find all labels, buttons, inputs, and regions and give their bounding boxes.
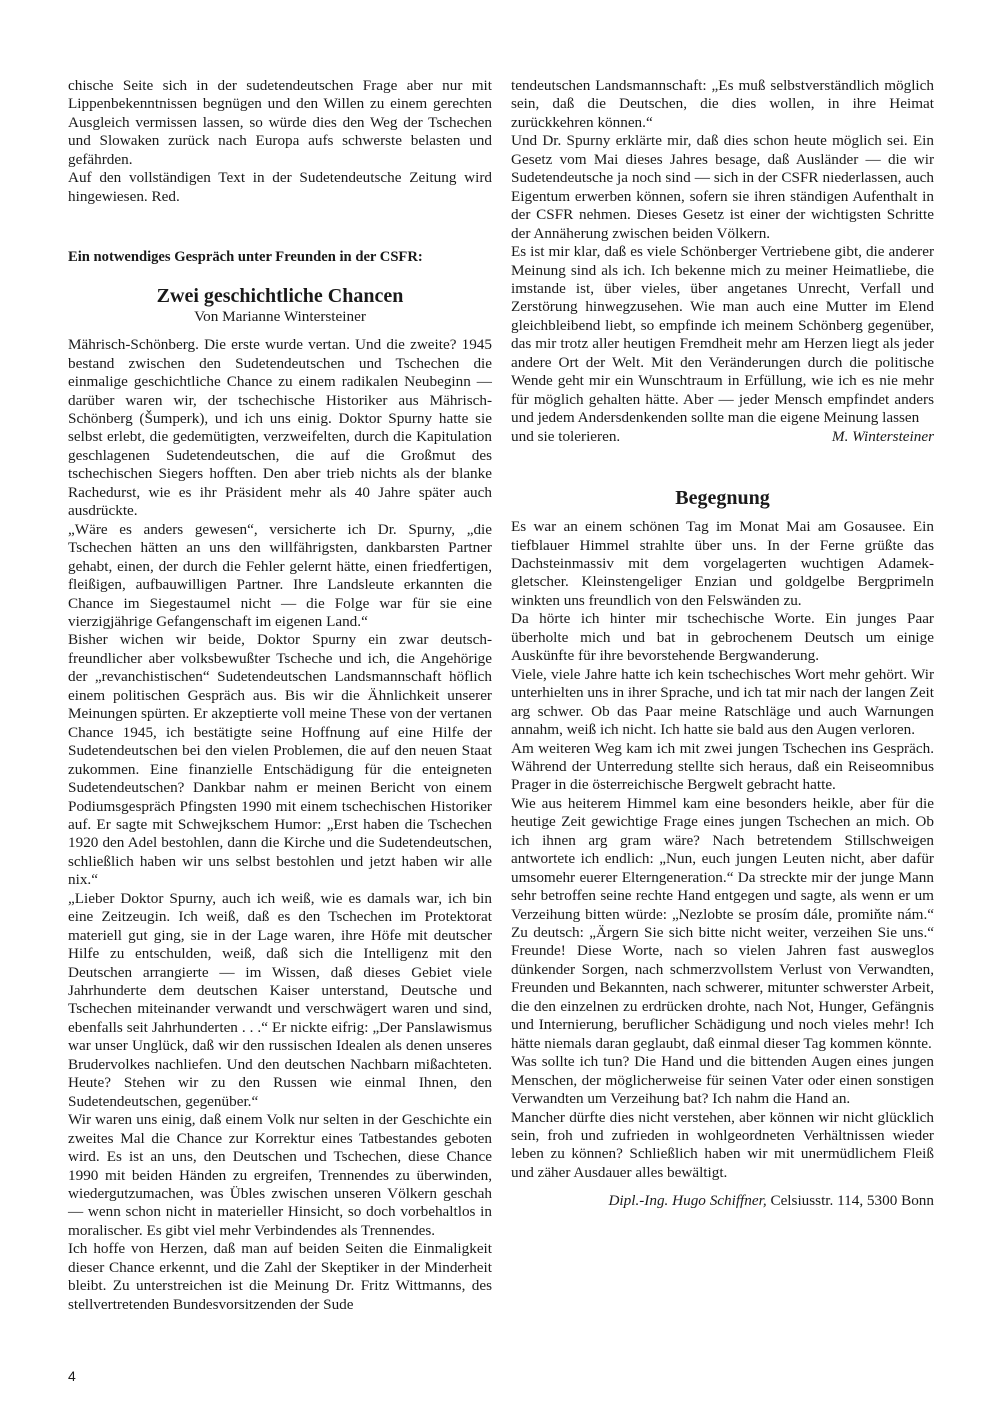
article2-paragraph: Es war an einem schönen Tag im Monat Mai am Gosausee. Ein tiefblauer Himmel strahlte über uns. In der Ferne grüßte das Dachsteinmassiv mit dem vorgelagerten wuchtigen Adamekgletscher. Kleinstengeliger Enzian und goldgelbe Bergprimeln winkten uns freundlich von den Felswänden zu.	[511, 518, 934, 609]
article-paragraph: „Lieber Doktor Spurny, auch ich weiß, wie es damals war, ich bin eine Zeitzeugin. Ich weiß, daß es den Tschechen im Protektorat materiell gut ging, sie in der Lage waren, ihre Höfe mit deutscher Hilfe zu entschulden, weiß, daß sich die Intelligenz mit den Deutschen arrangierte — im Wissen, daß dieses Gebiet viele Jahrhunderte dem deutschen Kaiser unterstand, Deutsche und Tschechen miteinander verwandt und verschwägert waren und sind, ebenfalls seit Jahrhunderten . . .“ Er nickte eifrig: „Der Panslawismus war unser Unglück, daß wir den russischen Idealen als denen unseres Brudervolkes nachliefen. Und den deutschen Nachbarn mißachteten. Heute? Stehen wir zu den Russen wie einmal Ihnen, den Sudetendeutschen, gegenüber.“	[68, 889, 492, 1110]
article-paragraph: Bisher wichen wir beide, Doktor Spurny ein zwar deutschfreundlicher aber volksbewußter Tscheche und ich, die Angehörige der „revanchistischen“ Sudetendeutschen Landsmannschaft höflich einem politischen Gespräch aus. Bis wir die Ähnlichkeit unserer Meinungen spürten. Er akzeptierte voll meine These von der vertanen Chance 1945, ich bestätigte seine Hoffnung auf eine Hilfe der Sudetendeutschen bei den vielen Problemen, die auf den neuen Staat zukommen. Eine finanzielle Entschädigung für die enteigneten Sudetendeutschen? Dankbar nahm er meinen Bericht von einem Podiumsgespräch Pfingsten 1990 mit einem tschechischen Historiker auf. Er sagte mit Schwejkschem Humor: „Erst haben die Tschechen 1920 den Adel bestohlen, dann die Kirche und die Sudetendeutschen, schließlich haben wir uns selbst bestohlen und jetzt haben wir alle nix.“	[68, 631, 492, 889]
article2-signature	[511, 1192, 934, 1210]
left-column	[68, 77, 492, 1314]
author-address: Celsiusstr. 114, 5300 Bonn	[770, 1192, 934, 1210]
article-paragraph: Mährisch-Schönberg. Die erste wurde vertan. Und die zweite? 1945 bestand zwischen den Sudetendeutschen und Tschechen die einmalige geschichtliche Chance zu einem radikalen Neubeginn — darüber waren wir, der tschechische Historiker aus Mährisch-Schönberg (Šumperk), und ich uns einig. Doktor Spurny hatte sie selbst erlebt, die gedemütigten, verzweifelten, durch die Kapitulation geschlagenen Sudetendeutschen, die auf die Großmut des tschechischen Siegers hofften. Den aber trieb nichts als der blanke Rachedurst, wie es ihr Präsident mehr als 40 Jahre später auch ausdrückte.	[68, 336, 492, 520]
article-paragraph: „Wäre es anders gewesen“, versicherte ich Dr. Spurny, „die Tschechen hätten an uns den willfährigsten, dankbarsten Partner gehabt, einen, der durch die Fehler gelernt hätte, einen friedfertigen, fleißigen, aufbauwilligen Partner. Ihre Landsleute erkannten die Chance im Siegestaumel nicht — die Folge war für sie eine vierzigjährige Gefangenschaft im eigenen Land.“	[68, 520, 492, 630]
article-paragraph: tendeutschen Landsmannschaft: „Es muß selbstverständlich möglich sein, daß die Deutschen, die dies wollen, in ihre Heimat zurückkehren können.“	[511, 77, 934, 131]
article-closing-line	[511, 428, 934, 446]
author-signature: M. Wintersteiner	[831, 427, 934, 445]
article-paragraph: Und Dr. Spurny erklärte mir, daß dies schon heute möglich sei. Ein Gesetz vom Mai dieses Jahres besage, daß Ausländer — die wir Sudetendeutsche ja noch sind — sich in der CSFR niederlassen, auch Eigentum erwerben können, sofern sie ihren ständigen Aufenthalt in der CSFR nehmen. Dieses Gesetz ist einer der wichtigsten Schritte der Annäherung zwischen beiden Völkern.	[511, 132, 934, 242]
article-paragraph: Es ist mir klar, daß es viele Schönberger Vertriebene gibt, die anderer Meinung sind als ich. Ich bekenne mich zu meiner Heimatliebe, die imstande ist, über vieles, über angetanes Unrecht, Verfall und Zerstörung hinwegzusehen. Wie man auch eine Mutter im Elend gleichbleibend liebt, so empfinde ich meinem Schönberg gegenüber, das mir trotz aller heutigen Fremdheit mehr am Herzen liegt als jeder andere Ort der Welt. Mit den Veränderungen durch die politische Wende geht mir ein Wunschtraum in Erfüllung, wie ich es nie mehr für möglich gehalten hätte. Aber — jeder Mensch empfindet anders und jedem Andersdenkenden sollte man die eigene Meinung lassen	[511, 243, 934, 427]
article-byline: Von Marianne Wintersteiner	[194, 308, 366, 326]
article2-paragraph: Mancher dürfte dies nicht verstehen, aber können wir nicht glücklich sein, froh und zufrieden in wohlgeordneten Verhältnissen wieder leben zu können? Schließlich haben wir mit unermüdlichem Fleiß und zäher Ausdauer alles bewältigt.	[511, 1108, 934, 1181]
article-paragraph: Ich hoffe von Herzen, daß man auf beiden Seiten die Einmaligkeit dieser Chance erkennt, und die Zahl der Skeptiker in der Minderheit bleibt. Zu unterstreichen ist die Meinung Dr. Fritz Wittmanns, des stellvertretenden Bundesvorsitzenden der Sude	[68, 1240, 492, 1313]
article2-paragraph: Was sollte ich tun? Die Hand und die bittenden Augen eines jungen Menschen, der möglicherweise für seinen Vater oder einen sonstigen Verwandten um Verzeihung bat? Ich nahm die Hand an.	[511, 1053, 934, 1108]
closing-text: und sie tolerieren.	[511, 427, 621, 445]
article2-title: Begegnung	[675, 487, 770, 510]
article-kicker: Ein notwendiges Gespräch unter Freunden in der CSFR:	[68, 249, 423, 266]
article2-paragraph: Da hörte ich hinter mir tschechische Worte. Ein junges Paar überholte mich und bat in gebrochenem Deutsch um einige Auskünfte für ihre bevorstehende Bergwanderung.	[511, 610, 934, 665]
right-column	[511, 77, 934, 1226]
author-name: Dipl.-Ing. Hugo Schiffner,	[608, 1192, 767, 1210]
editor-note: Auf den vollständigen Text in der Sudetendeutsche Zeitung wird hingewiesen. Red.	[68, 169, 492, 205]
intro-paragraph: chische Seite sich in der sudetendeutschen Frage aber nur mit Lippenbekenntnissen begnügen und den Willen zu einem gerechten Ausgleich vermissen lassen, so würde dies den Weg der Tschechen und Slowaken zurück nach Europa aufs schwerste belasten und gefährden.	[68, 77, 492, 168]
article-paragraph: Wir waren uns einig, daß einem Volk nur selten in der Geschichte ein zweites Mal die Chance zur Korrektur eines Tatbestandes geboten wird. Es ist an uns, den Deutschen und Tschechen, diese Chance 1990 mit beiden Händen zu ergreifen, Trennendes zu überwinden, wiedergutzumachen, was Übles zwischen unseren Völkern geschah — wenn schon nicht in materieller Hinsicht, so doch vorbehaltlos in moralischer. Es gibt viel mehr Verbindendes als Trennendes.	[68, 1111, 492, 1239]
article2-paragraph: Viele, viele Jahre hatte ich kein tschechisches Wort mehr gehört. Wir unterhielten uns in ihrer Sprache, und ich tat mir nach der langen Zeit arg schwer. Ob das Paar meine Ratschläge und auch Warnungen annahm, weiß ich nicht. Ich hatte sie bald aus den Augen verloren.	[511, 665, 934, 739]
page-number: 4	[68, 1368, 76, 1384]
article2-paragraph: Am weiteren Weg kam ich mit zwei jungen Tschechen ins Gespräch. Während der Unterredung stellte sich heraus, daß ein Reiseomnibus Prager in die österreichische Bergwelt gebracht hatte.	[511, 739, 934, 794]
article-title: Zwei geschichtliche Chancen	[156, 285, 404, 308]
article2-paragraph: Wie aus heiterem Himmel kam eine besonders heikle, aber für die heutige Zeit gewichtige Frage eines jungen Tschechen an mich. Ob ich ihnen arg gram wäre? Nach betretendem Stillschweigen antwortete ich endlich: „Nun, euch jungen Leuten nicht, aber dafür umsomehr euerer Elterngeneration.“ Da streckte mir der junge Mann sehr betroffen seine rechte Hand entgegen und sagte, als wenn er um Verzeihung bitten würde: „Nezlobte se prosím dále, promiňte nám.“ Zu deutsch: „Ärgern Sie sich bitte nicht weiter, verzeihen Sie uns.“ Freunde! Diese Worte, nach so vielen Jahren fast ausweglos dünkender Sorgen, nach schmerzvollstem Verlust von Verwandten, Freunden und Bekannten, nach schwerer, mitunter schwerster Arbeit, die den einzelnen zu erdrücken drohte, nach Not, Hunger, Gefängnis und Internierung, beruflicher Schädigung und noch vieles mehr! Ich hätte niemals daran geglaubt, daß einmal dieser Tag kommen könnte.	[511, 794, 934, 1052]
